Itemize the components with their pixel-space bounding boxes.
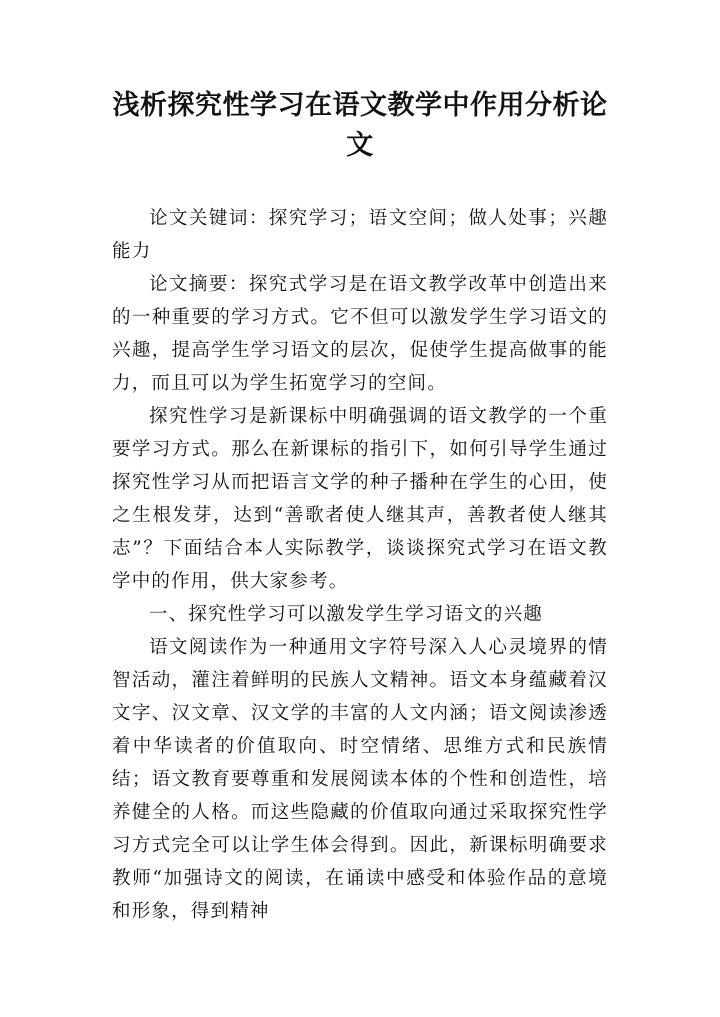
document-title: 浅析探究性学习在语文教学中作用分析论文 bbox=[112, 90, 608, 161]
body-paragraph: 语文阅读作为一种通用文字符号深入人心灵境界的情智活动，灌注着鲜明的民族人文精神。语文本身蕴藏着汉文字、汉文章、汉文学的丰富的人文内涵；语文阅读渗透着中华读者的价值取向、时空情绪、思维方式和民族情结；语文教育要尊重和发展阅读本体的个性和创造性，培养健全的人格。而这些隐藏的价值取向通过采取探究性学习方式完全可以让学生体会得到。因此，新课标明确要求教师“加强诗文的阅读，在诵读中感受和体验作品的意境和形象，得到精神 bbox=[112, 637, 608, 922]
abstract-paragraph: 论文摘要：探究式学习是在语文教学改革中创造出来的一种重要的学习方式。它不但可以激发学生学习语文的兴趣，提高学生学习语文的层次，促使学生提高做事的能力，而且可以为学生拓宽学习的空间。 bbox=[112, 274, 608, 394]
keywords-paragraph: 论文关键词：探究学习；语文空间；做人处事；兴趣能力 bbox=[112, 208, 608, 262]
intro-paragraph: 探究性学习是新课标中明确强调的语文教学的一个重要学习方式。那么在新课标的指引下，如何引导学生通过探究性学习从而把语言文学的种子播种在学生的心田，使之生根发芽，达到“善歌者使人继其声，善教者使人继其志”？下面结合本人实际教学，谈谈探究式学习在语文教学中的作用，供大家参考。 bbox=[112, 406, 608, 592]
section-heading: 一、探究性学习可以激发学生学习语文的兴趣 bbox=[149, 604, 544, 625]
document-body bbox=[112, 202, 608, 928]
